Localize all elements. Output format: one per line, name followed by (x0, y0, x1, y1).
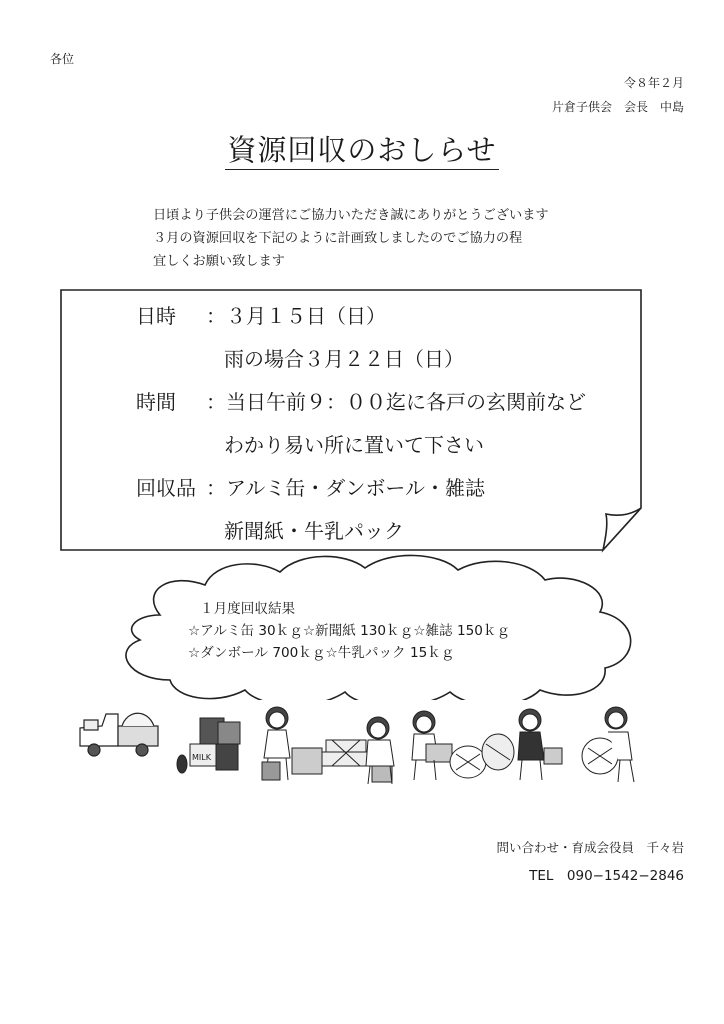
child-icon (262, 707, 322, 780)
results-heading: １月度回収結果 (200, 601, 296, 617)
child-icon (518, 709, 562, 780)
rain-date-value: 雨の場合３月２２日（日） (224, 347, 464, 371)
results-block (188, 598, 510, 664)
milk-label: MILK (192, 753, 211, 762)
sender: 片倉子供会 会長 中島 (551, 100, 684, 114)
intro-line: 日頃より子供会の運営にご協力いただき誠にありがとうございます (153, 208, 549, 223)
time-value: ：当日午前９：００迄に各戸の玄関前など (206, 390, 586, 414)
time-label: 時間 (136, 390, 176, 414)
page-title-text: 資源回収のおしらせ (225, 133, 498, 170)
addressee: 各位 (50, 52, 75, 66)
milk-carton-icon (177, 718, 240, 773)
contact-tel: TEL 090−1542−2846 (529, 868, 684, 884)
items-value: ：アルミ缶・ダンボール・雑誌 (206, 476, 485, 500)
contact-line: 問い合わせ・育成会役員 千々岩 (496, 840, 684, 855)
results-line: ☆アルミ缶 30ｋｇ☆新聞紙 130ｋｇ☆雑誌 150ｋｇ (188, 623, 511, 639)
child-icon (412, 711, 452, 780)
intro-line: 宜しくお願い致します (153, 254, 285, 269)
intro-line: ３月の資源回収を下記のように計画致しましたのでご協力の程 (153, 231, 523, 246)
illustration-strip (72, 700, 642, 792)
time-note: わかり易い所に置いて下さい (224, 433, 484, 457)
date-value: ：３月１５日（日） (206, 304, 386, 328)
items-label: 回収品 (136, 476, 196, 500)
issue-date: 令８年２月 (623, 76, 684, 90)
recycling-bag-icon (450, 734, 514, 778)
child-icon (582, 707, 634, 782)
results-line: ☆ダンボール 700ｋｇ☆牛乳パック 15ｋｇ (188, 645, 455, 661)
truck-icon (80, 713, 158, 756)
date-label: 日時 (136, 304, 176, 328)
items-value-2: 新聞紙・牛乳パック (224, 519, 404, 543)
